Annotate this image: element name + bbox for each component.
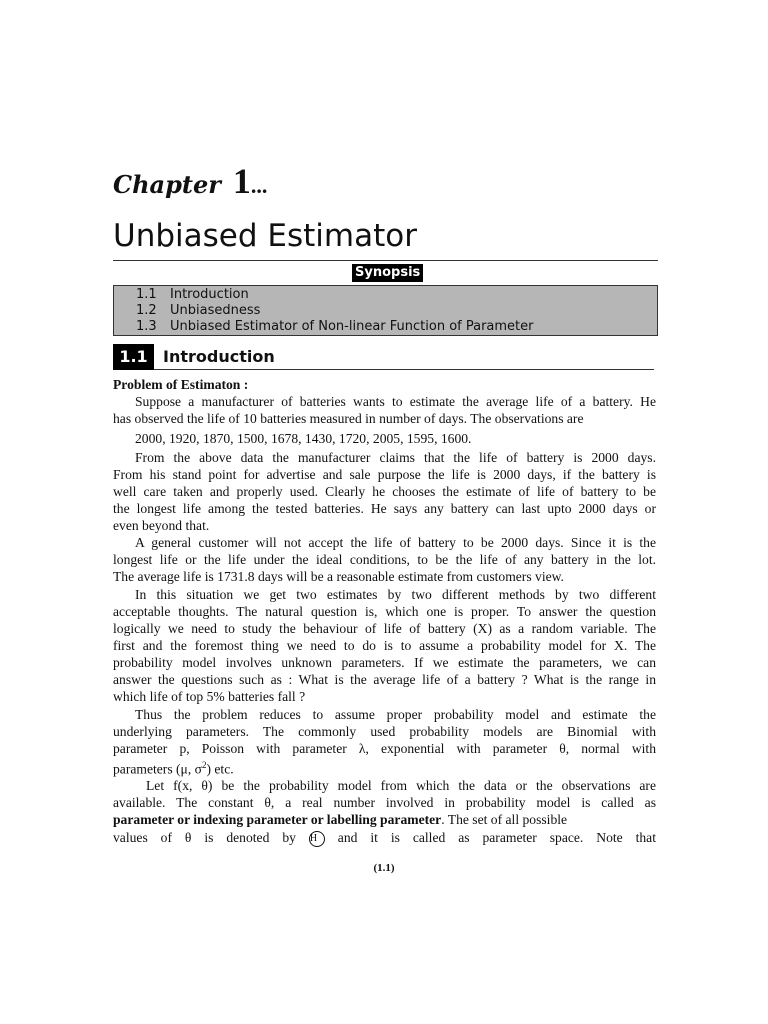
synopsis-item-text: Introduction: [170, 287, 249, 302]
paragraph-line: longest life or the life under the ideal conditions, to be the life of any battery in the lot.: [113, 552, 656, 567]
synopsis-item-text: Unbiasedness: [170, 303, 261, 318]
paragraph-line: the longest life among the tested batteries. He says any battery can last upto 2000 days or: [113, 501, 656, 516]
paragraph-line: which life of top 5% batteries fall ?: [113, 689, 306, 704]
paragraph-line: answer the questions such as : What is the average life of a battery ? What is the range in: [113, 672, 656, 687]
synopsis-label: Synopsis: [352, 264, 423, 282]
synopsis-item-number: 1.3: [136, 319, 157, 334]
paragraph-line: A general customer will not accept the life of battery to be 2000 days. Since it is the: [135, 535, 656, 550]
page-number: (1.1): [373, 862, 395, 874]
paragraph-line: The average life is 1731.8 days will be a reasonable estimate from customers view.: [113, 569, 564, 584]
paragraph-line: [113, 757, 656, 778]
paragraph-line: underlying parameters. The commonly used probability models are Binomial with: [113, 724, 656, 739]
chapter-number: 1: [232, 161, 251, 201]
bold-term: parameter or indexing parameter or labelling parameter: [113, 812, 442, 827]
synopsis-item: [136, 319, 534, 335]
chapter-ellipsis: ...: [250, 173, 268, 198]
paragraph-line: From his stand point for advertise and sale purpose the life is 2000 days, if the battery is: [113, 467, 656, 482]
paragraph-line: From the above data the manufacturer claims that the life of battery is 2000 days.: [135, 450, 656, 465]
chapter-word: Chapter: [113, 170, 221, 199]
synopsis-box: [113, 285, 658, 336]
section-divider: [154, 369, 654, 370]
superscript: 2: [201, 760, 207, 770]
paragraph-line: acceptable thoughts. The natural question is, which one is proper. To answer the question: [113, 604, 656, 619]
chapter-title: Unbiased Estimator: [113, 218, 417, 254]
paragraph-line: Thus the problem reduces to assume proper probability model and estimate the: [135, 707, 656, 722]
paragraph-line: well care taken and properly used. Clearly he chooses the estimate of life of battery to be: [113, 484, 656, 499]
paragraph-line: In this situation we get two estimates by two different methods by two different: [135, 587, 656, 602]
subheading: Problem of Estimaton :: [113, 377, 249, 392]
paragraph-line: [113, 829, 656, 847]
line-text: The set of all possible: [447, 812, 568, 827]
paragraph-line: first and the foremost thing we need to do is to assume a probability model for X. The: [113, 638, 656, 653]
paragraph-line: Let f(x, θ) be the probability model from which the data or the observations are: [146, 778, 656, 793]
synopsis-item-number: 1.1: [136, 287, 157, 302]
line-text: parameters (μ, σ: [113, 761, 202, 777]
parameter-space-symbol: H: [309, 831, 325, 847]
paragraph-line: parameter p, Poisson with parameter λ, exponential with parameter θ, normal with: [113, 741, 656, 756]
synopsis-item: [136, 287, 249, 303]
synopsis-item-number: 1.2: [136, 303, 157, 318]
section-number: 1.1: [113, 344, 154, 370]
chapter-heading: [113, 160, 267, 202]
line-text: ) etc.: [206, 761, 234, 777]
paragraph-line: Suppose a manufacturer of batteries wants to estimate the average life of a battery. He: [135, 394, 656, 409]
synopsis-item-text: Unbiased Estimator of Non-linear Function of Parameter: [170, 319, 534, 334]
paragraph-line: available. The constant θ, a real number involved in probability model is called as: [113, 795, 656, 810]
paragraph-line: has observed the life of 10 batteries measured in number of days. The observations are: [113, 411, 584, 426]
paragraph-line: parameter or indexing parameter or labelling parameter. The set of all possible: [113, 812, 568, 827]
section-title: Introduction: [163, 347, 275, 366]
observations-line: 2000, 1920, 1870, 1500, 1678, 1430, 1720, 2005, 1595, 1600.: [135, 431, 472, 446]
synopsis-item: [136, 303, 260, 319]
line-text: values of θ is denoted by: [113, 830, 296, 845]
paragraph-line: even beyond that.: [113, 518, 210, 533]
title-divider: [113, 260, 658, 261]
line-text: and it is called as parameter space. Note that: [337, 830, 656, 845]
paragraph-line: logically we need to study the behaviour of life of battery (X) as a random variable. The: [113, 621, 656, 636]
paragraph-line: probability model involves unknown parameters. If we estimate the parameters, we can: [113, 655, 656, 670]
